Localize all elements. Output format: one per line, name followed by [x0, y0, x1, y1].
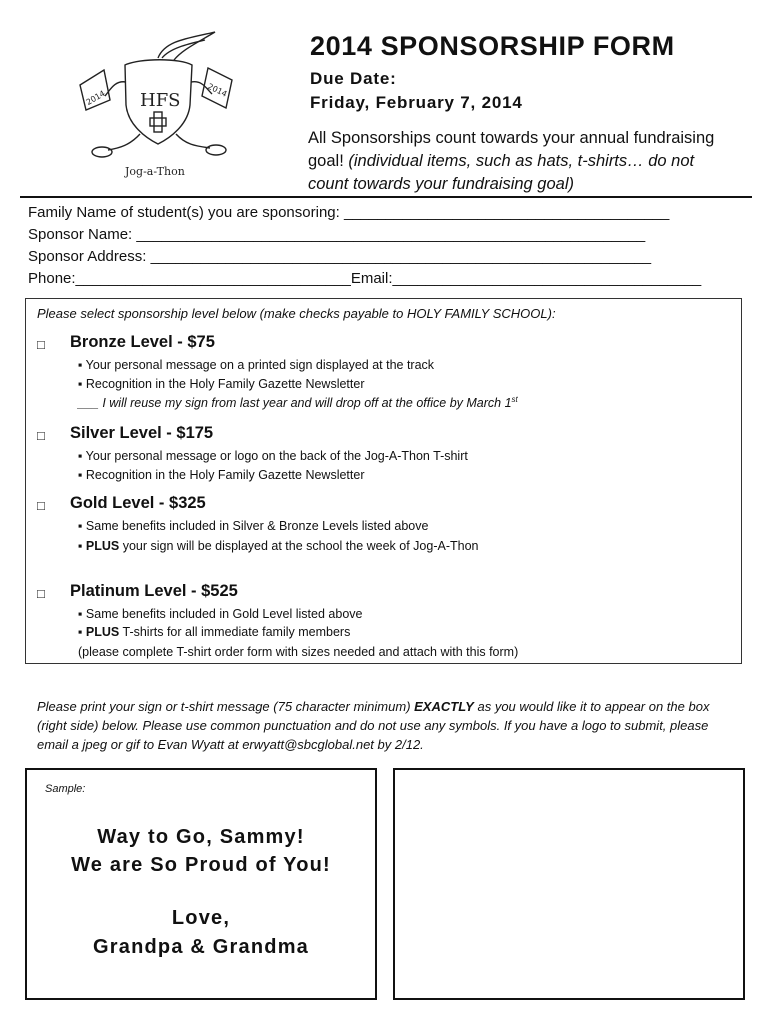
bronze-level-title: Bronze Level - $75: [70, 333, 215, 351]
instructions-part-2: as you would like it to appear on the box (right side) below. Please use common punctuation and do not use any symbols. If you have a logo to submit, please email a jpeg or gif to Evan Wyatt at erwyatt@sbcglobal.net by 2/12.: [37, 699, 710, 752]
sponsor-address-field[interactable]: Sponsor Address: ____________________________________________________________: [28, 248, 652, 265]
silver-benefit-1: ▪ Your personal message or logo on the back of the Jog-A-Thon T-shirt: [78, 449, 468, 463]
due-date-value: Friday, February 7, 2014: [310, 93, 523, 112]
bronze-benefit-1: ▪ Your personal message on a printed sign displayed at the track: [78, 358, 435, 372]
sample-message-box: [25, 768, 377, 1000]
bronze-benefit-2: ▪ Recognition in the Holy Family Gazette Newsletter: [78, 377, 365, 391]
due-date-label: Due Date:: [310, 69, 397, 88]
levels-heading: Please select sponsorship level below (make checks payable to HOLY FAMILY SCHOOL):: [37, 306, 556, 321]
bronze-reuse-sup: st: [511, 395, 518, 404]
gold-benefit-1: ▪ Same benefits included in Silver & Bronze Levels listed above: [78, 519, 429, 533]
logo-flag-right: 2014: [206, 81, 229, 99]
intro-text: [308, 127, 738, 196]
platinum-benefit-2-prefix: ▪: [78, 625, 86, 639]
logo-caption: Jog-a-Thon: [125, 165, 185, 178]
bronze-reuse-text: ___ I will reuse my sign from last year and will drop off at the office by March 1: [78, 396, 512, 411]
your-message-box[interactable]: [393, 768, 745, 1000]
instructions-exactly: EXACTLY: [414, 699, 474, 714]
phone-email-field[interactable]: Phone:_________________________________Email:_____________________________________: [28, 270, 702, 287]
logo-flag-left: 2014: [84, 88, 107, 107]
platinum-level-title: Platinum Level - $525: [70, 582, 238, 600]
platinum-benefit-2: [78, 625, 350, 639]
gold-level-title: Gold Level - $325: [70, 494, 206, 512]
header-divider: [20, 196, 752, 198]
silver-checkbox[interactable]: □: [37, 428, 45, 443]
gold-benefit-2-prefix: ▪: [78, 539, 86, 553]
sample-line-2: We are So Proud of You!: [71, 854, 331, 876]
platinum-benefit-2-text: T-shirts for all immediate family members: [119, 625, 351, 639]
sample-line-1: Way to Go, Sammy!: [97, 826, 305, 848]
platinum-checkbox[interactable]: □: [37, 586, 45, 601]
intro-normal: All Sponsorships count towards your annual fundraising goal!: [308, 129, 715, 170]
platinum-note: (please complete T-shirt order form with sizes needed and attach with this form): [78, 645, 519, 659]
sample-line-4: Grandpa & Grandma: [93, 936, 309, 958]
gold-checkbox[interactable]: □: [37, 498, 45, 513]
jog-a-thon-logo: [70, 30, 240, 180]
bronze-checkbox[interactable]: □: [37, 337, 45, 352]
gold-benefit-2: [78, 539, 478, 553]
instructions-part-1: Please print your sign or t-shirt message (75 character minimum): [37, 699, 415, 714]
platinum-plus-label: PLUS: [85, 625, 120, 639]
due-date-block: [310, 67, 523, 115]
gold-plus-label: PLUS: [85, 539, 120, 553]
intro-italic: (individual items, such as hats, t-shirts… do not count towards your fundraising goal): [308, 152, 695, 193]
sample-line-3: Love,: [171, 907, 231, 929]
silver-level-title: Silver Level - $175: [70, 424, 214, 442]
form-title: 2014 SPONSORSHIP FORM: [310, 31, 675, 61]
sample-label: Sample:: [45, 783, 86, 795]
platinum-benefit-1: ▪ Same benefits included in Gold Level listed above: [78, 607, 363, 621]
family-name-field[interactable]: Family Name of student(s) you are sponsoring: _______________________________________: [28, 204, 670, 221]
message-instructions: [37, 697, 737, 754]
bronze-reuse-option[interactable]: [78, 395, 518, 410]
silver-benefit-2: ▪ Recognition in the Holy Family Gazette Newsletter: [78, 468, 365, 482]
logo-letters: HFS: [140, 90, 181, 111]
gold-benefit-2-text: your sign will be displayed at the school the week of Jog-A-Thon: [119, 539, 479, 553]
sponsor-name-field[interactable]: Sponsor Name: _____________________________________________________________: [28, 226, 646, 243]
